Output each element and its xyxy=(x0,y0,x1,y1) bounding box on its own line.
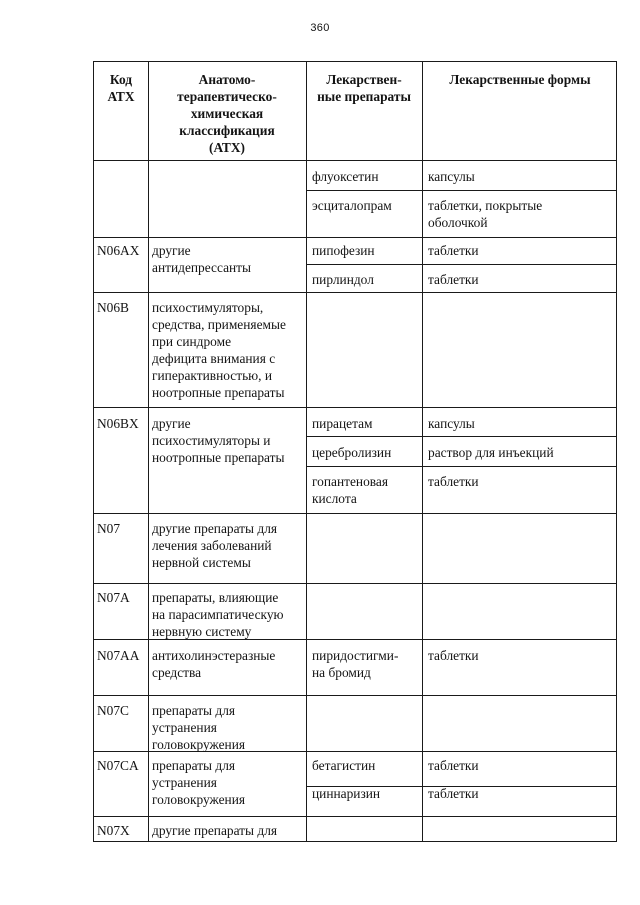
atc-classification: препараты для устранения головокружения xyxy=(152,703,246,752)
atc-classification: другие психостимуляторы и ноотропные препараты xyxy=(152,416,285,465)
drug-form: таблетки xyxy=(428,758,479,773)
drug-name: эсциталопрам xyxy=(312,198,392,213)
atc-code: N07A xyxy=(97,590,130,605)
header-classification: Анатомо- терапевтическо- химическая классификация (АТХ) xyxy=(177,72,277,155)
atc-code: N06BX xyxy=(97,416,139,431)
row-separator xyxy=(94,292,616,293)
drug-form: капсулы xyxy=(428,416,475,431)
drug-form: таблетки xyxy=(428,272,479,287)
atc-code: N07C xyxy=(97,703,129,718)
drug-name: циннаризин xyxy=(312,786,381,801)
subrow-separator xyxy=(306,190,616,191)
atc-classification: другие препараты для xyxy=(152,823,278,838)
atc-table xyxy=(93,61,617,842)
header-drug: Лекарствен- ные препараты xyxy=(317,72,411,104)
drug-name: бетагистин xyxy=(312,758,376,773)
atc-code: N07CA xyxy=(97,758,139,773)
drug-form: капсулы xyxy=(428,169,475,184)
atc-classification: другие препараты для лечения заболеваний нервной системы xyxy=(152,521,278,570)
atc-code: N07 xyxy=(97,521,121,536)
column-divider xyxy=(306,62,307,841)
atc-code: N07X xyxy=(97,823,130,838)
row-separator xyxy=(94,237,616,238)
atc-classification: другие антидепрессанты xyxy=(152,243,252,275)
atc-code: N06B xyxy=(97,300,129,315)
atc-code: N07AA xyxy=(97,648,140,663)
atc-code: N06AX xyxy=(97,243,140,258)
drug-name: флуоксетин xyxy=(312,169,379,184)
row-separator xyxy=(94,695,616,696)
atc-classification: психостимуляторы, средства, применяемые при синдроме дефицита внимания с гиперактивностью, и ноотропные препараты xyxy=(152,300,286,400)
page-number: 360 xyxy=(310,22,330,34)
drug-name: пипофезин xyxy=(312,243,375,258)
drug-name: пиридостигми- на бромид xyxy=(312,648,399,680)
column-divider xyxy=(422,62,423,841)
subrow-separator xyxy=(306,436,616,437)
row-separator xyxy=(94,816,616,817)
drug-form: таблетки xyxy=(428,648,479,663)
drug-form: таблетки xyxy=(428,243,479,258)
drug-form: таблетки xyxy=(428,474,479,489)
header-separator xyxy=(94,160,616,161)
row-separator xyxy=(94,513,616,514)
subrow-separator xyxy=(306,264,616,265)
drug-name: церебролизин xyxy=(312,445,392,460)
header-form: Лекарственные формы xyxy=(449,72,591,87)
column-divider xyxy=(148,62,149,841)
drug-form: таблетки xyxy=(428,786,479,801)
drug-name: пирлиндол xyxy=(312,272,374,287)
atc-classification: препараты, влияющие на парасимпатическую нервную систему xyxy=(152,590,284,639)
drug-form: раствор для инъекций xyxy=(428,445,554,460)
drug-name: пирацетам xyxy=(312,416,373,431)
subrow-separator xyxy=(306,466,616,467)
row-separator xyxy=(94,583,616,584)
atc-classification: антихолинэстеразные средства xyxy=(152,648,276,680)
drug-name: гопантеновая кислота xyxy=(312,474,389,506)
atc-classification: препараты для устранения головокружения xyxy=(152,758,246,807)
drug-form: таблетки, покрытые оболочкой xyxy=(428,198,543,230)
row-separator xyxy=(94,407,616,408)
header-code: Код АТХ xyxy=(107,72,135,104)
